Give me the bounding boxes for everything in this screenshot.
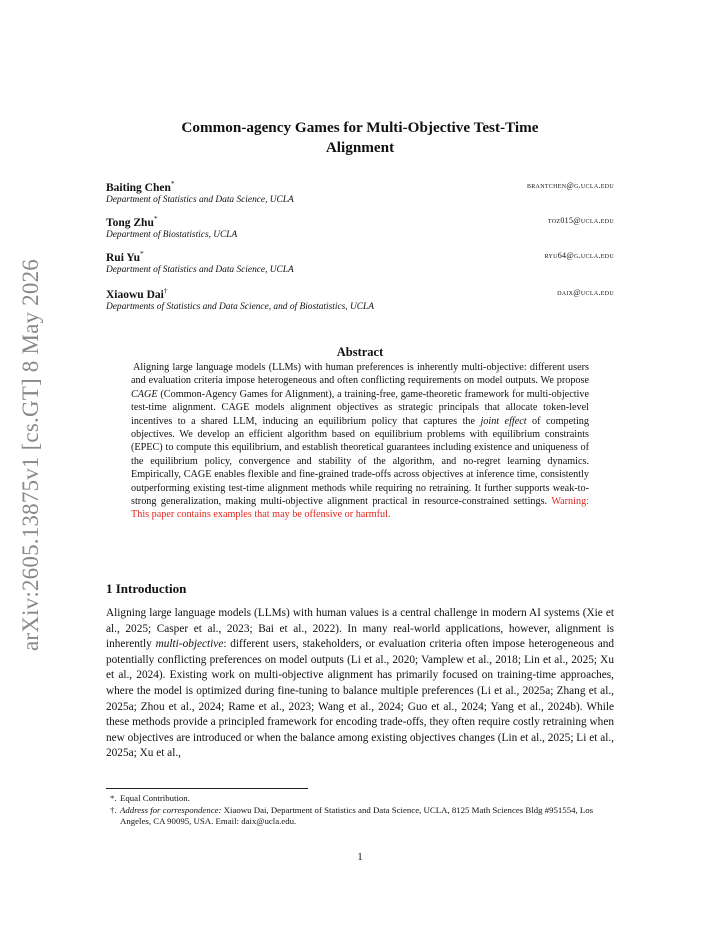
author-mark: * [140,249,144,258]
page-number: 1 [357,851,363,863]
section-heading: 1 Introduction [106,581,187,596]
author-mark: † [163,286,168,295]
footnote-text: Xiaowu Dai, Department of Statistics and Data Science, UCLA, 8125 Math Sciences Bldg #951554, Los Angeles, CA 90095, USA. Email: daix@ucla.edu. [120,804,594,827]
author-affiliation: Department of Statistics and Data Science, UCLA [106,264,294,275]
paper-title-line1: Common-agency Games for Multi-Objective Test-Time [181,119,539,136]
footnote [106,793,614,805]
author-block [106,286,614,312]
footnote-mark: *. [110,793,117,803]
footnote-text: Equal Contribution. [120,793,190,803]
author-block [106,179,614,205]
author-email: daix@ucla.edu [557,288,614,297]
footnote [106,805,614,828]
author-email: brantchen@g.ucla.edu [526,181,614,190]
author-block [106,249,614,275]
author-affiliation: Department of Biostatistics, UCLA [106,229,238,240]
intro-emphasis: multi-objective [155,638,224,651]
author-name: Baiting Chen* [106,179,175,194]
warning-text: Warning: This paper contains examples that may be offensive or harmful. [131,496,589,521]
author-affiliation: Department of Statistics and Data Science, UCLA [106,194,294,205]
abstract-emphasis: CAGE [131,388,158,400]
abstract-body: Aligning large language models (LLMs) with human preferences is inherently multi-objective: different users and evaluation criteria impose heterogeneous and often conflicting requirements on model outputs. We propose CAGE (Common-Agency Games for Alignment), a training-free, game-theoretic framework for multi-objective test-time alignment. CAGE models alignment objectives as strategic principals that allocate token-level incentives to a shared LLM, inducing an equilibrium policy that captures the joint effect of competing objectives. We develop an efficient algorithm based on equilibrium problems with equilibrium constraints (EPEC) to compute this equilibrium, and establish theoretical guarantees including existence and uniqueness of the equilibrium policy, convergence and stability of the algorithm, and no-regret learning dynamics. Empirically, CAGE enables flexible and fine-grained trade-offs across objectives at inference time, consistently outperforming existing test-time alignment methods while requiring no retraining. It further supports weak-to-strong generalization, making multi-objective alignment practical in resource-constrained settings. Warning: This paper contains examples that may be offensive or harmful. [131,362,589,521]
arxiv-identifier [16,259,46,651]
author-mark: * [170,179,175,188]
author-block [106,214,614,240]
footnote-label: Address for correspondence: [120,804,222,815]
author-email: toz015@ucla.edu [547,216,614,225]
author-name: Tong Zhu* [106,214,158,229]
paper-title-line2: Alignment [325,139,395,156]
author-email: ryu64@g.ucla.edu [544,251,614,260]
arxiv-identifier-text: arXiv:2605.13875v1 [cs.GT] 8 May 2026 [18,259,43,651]
abstract-emphasis: joint effect [480,415,527,427]
abstract-heading: Abstract [336,345,384,359]
author-name: Xiaowu Dai† [106,286,168,301]
footnote-mark: †. [110,804,117,815]
paper-title [106,118,614,158]
author-affiliation: Departments of Statistics and Data Science, and of Biostatistics, UCLA [106,301,374,312]
footnote-divider [106,788,308,789]
author-name: Rui Yu* [106,249,144,264]
author-mark: * [153,214,158,223]
intro-paragraph: Aligning large language models (LLMs) with human values is a central challenge in modern AI systems (Xie et al., 2025; Casper et al., 2023; Bai et al., 2022). In many real-world applications, however, alignment is inherently multi-objective: different users, stakeholders, or evaluation criteria often impose heterogeneous and potentially conflicting preferences on model outputs (Li et al., 2020; Vamplew et al., 2018; Lin et al., 2025; Xu et al., 2024). Existing work on multi-objective alignment has primarily focused on training-time approaches, where the model is optimized during fine-tuning to balance multiple preferences (Li et al., 2025a; Zhang et al., 2025a; Zhou et al., 2024; Rame et al., 2023; Wang et al., 2024; Guo et al., 2024; Yang et al., 2024b). While these methods provide a principled framework for encoding trade-offs, they often require costly retraining when new objectives are introduced or when the balance among existing objectives changes (Lin et al., 2025; Li et al., 2025a; Xu et al., [106,607,615,760]
footnotes [106,793,614,828]
